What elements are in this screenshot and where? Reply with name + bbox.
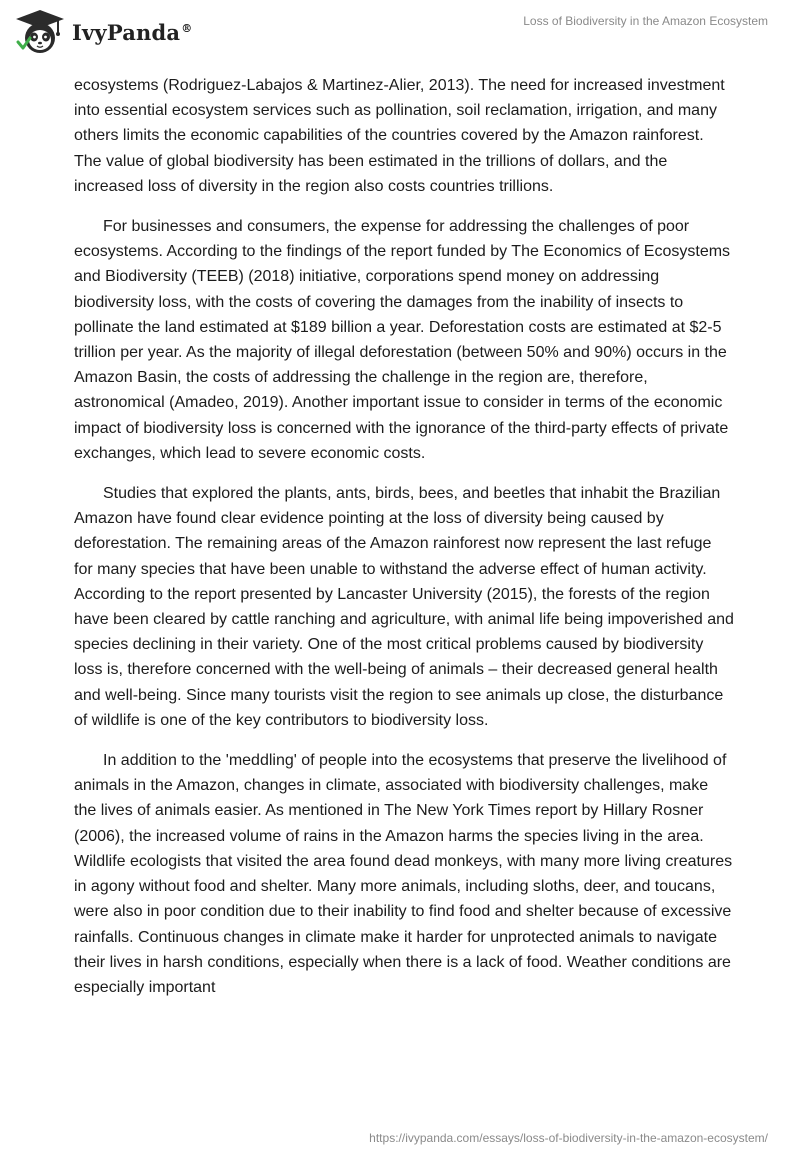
essay-body — [74, 73, 734, 1015]
brand-name: IvyPanda® — [72, 19, 193, 45]
document-title: Loss of Biodiversity in the Amazon Ecosystem — [523, 14, 768, 28]
page-header — [0, 0, 800, 62]
registered-mark: ® — [181, 21, 193, 35]
brand-logo[interactable] — [14, 8, 192, 56]
paragraph-4: In addition to the 'meddling' of people into the ecosystems that preserve the livelihood of animals in the Amazon, changes in climate, associated with biodiversity challenges, make the lives of animals easier. As mentioned in The New York Times report by Hillary Rosner (2006), the increased volume of rains in the Amazon harms the species living in the area. Wildlife ecologists that visited the area found dead monkeys, with many more living creatures in agony without food and shelter. Many more animals, including sloths, deer, and toucans, were also in poor condition due to their inability to find food and shelter because of excessive rainfalls. Continuous changes in climate make it harder for unprotected animals to navigate their lives in harsh conditions, especially when there is a lack of food. Weather conditions are especially important — [74, 752, 733, 996]
source-url[interactable]: https://ivypanda.com/essays/loss-of-biodiversity-in-the-amazon-ecosystem/ — [369, 1131, 768, 1145]
paragraph-2: For businesses and consumers, the expense for addressing the challenges of poor ecosystems. According to the findings of the report funded by The Economics of Ecosystems and Biodiversity (TEEB) (2018) initiative, corporations spend money on addressing biodiversity loss, with the costs of covering the damages from the inability of insects to pollinate the land estimated at $189 billion a year. Deforestation costs are estimated at $2-5 trillion per year. As the majority of illegal deforestation (between 50% and 90%) occurs in the Amazon Basin, the costs of addressing the challenge in the region are, therefore, astronomical (Amadeo, 2019). Another important issue to consider in terms of the economic impact of biodiversity loss is concerned with the ignorance of the third-party effects of private exchanges, which lead to severe economic costs. — [74, 218, 731, 462]
paragraph-3: Studies that explored the plants, ants, birds, bees, and beetles that inhabit the Brazilian Amazon have found clear evidence pointing at the loss of diversity being caused by deforestation. The remaining areas of the Amazon rainforest now represent the last refuge for many species that have been unable to withstand the adverse effect of human activity. According to the report presented by Lancaster University (2015), the forests of the region have been cleared by cattle ranching and agriculture, with animal life being impoverished and species declining in their variety. One of the most critical problems caused by biodiversity loss is, therefore concerned with the well-being of animals – their decreased general health and well-being. Since many tourists visit the region to see animals up close, the disturbance of wildlife is one of the key contributors to biodiversity loss. — [74, 485, 734, 729]
paragraph-1: ecosystems (Rodriguez-Labajos & Martinez-Alier, 2013). The need for increased investment into essential ecosystem services such as pollination, soil reclamation, irrigation, and many others limits the economic capabilities of the countries covered by the Amazon rainforest. The value of global biodiversity has been estimated in the trillions of dollars, and the increased loss of diversity in the region also costs countries trillions. — [74, 77, 725, 195]
panda-graduate-icon — [14, 8, 66, 56]
